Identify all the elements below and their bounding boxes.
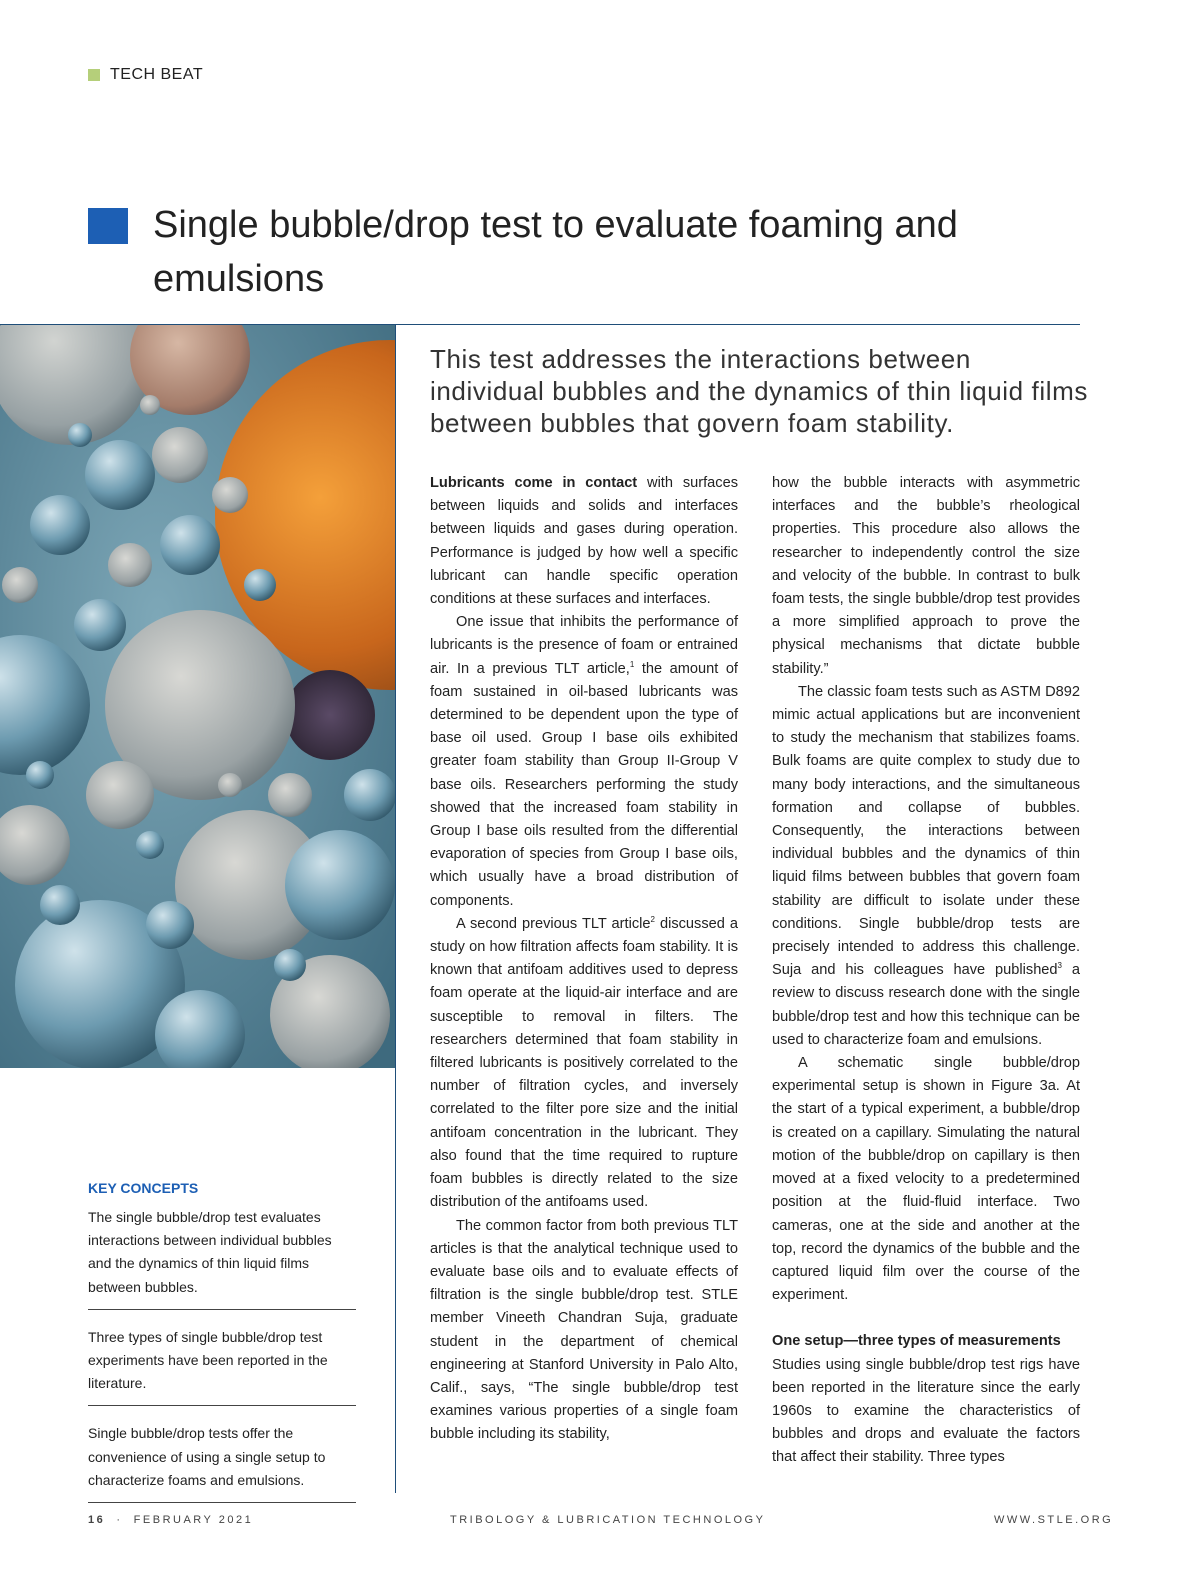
footer-separator: · (116, 1514, 123, 1526)
paragraph-text: discussed a study on how filtration affects foam stability. It is known that antifoam additives used to depress foam operate at the liquid-air interface and are susceptible to removal in filters. The researchers determined that foam stability in filtered lubricants is positively correlated to the number of filtration cycles, and inversely correlated to the filter pore size and the initial antifoam concentration in the lubricant. They also found that the time required to rupture foam bubbles is directly related to the size distribution of the antifoams used. (430, 915, 738, 1211)
key-concepts-box (88, 1180, 356, 1503)
paragraph: how the bubble interacts with asymmetric interfaces and the bubble’s rheological properties. This procedure also allows the researcher to independently control the size and velocity of the bubble. In contrast to bulk foam tests, the single bubble/drop test provides a more simplified approach to prove the physical mechanisms that dictate bubble stability.” (772, 475, 1080, 677)
body-column-2 (772, 472, 1080, 1470)
footnote-ref: 1 (629, 659, 635, 669)
paragraph (772, 681, 1080, 1052)
lead-in: Lubricants come in contact (430, 475, 638, 491)
footnote-ref: 2 (650, 915, 655, 924)
section-tag (88, 66, 203, 84)
key-concept-item: Single bubble/drop tests offer the convenience of using a single setup to characterize foams and emulsions. (88, 1422, 356, 1503)
paragraph-text: with surfaces between liquids and solids and interfaces between liquids and gases during operation. Performance is judged by how well a specific lubricant can handle specific operation conditions at these surfaces and interfaces. (430, 475, 738, 608)
paragraph-text: a review to discuss research done with the single bubble/drop test and how this technique can be used to characterize foam and emulsions. (772, 962, 1081, 1048)
subheading: One setup—three types of measurements (772, 1333, 1061, 1350)
paragraph-text: the amount of foam sustained in oil-based lubricants was determined to be dependent upon the type of base oil used. Group I base oils exhibited greater foam stability than Group II-Group V base oils. Researchers performing the study showed that the increased foam stability in Group I base oils resulted from the differential evaporation of species from Group I base oils, which usually have a broad distribution of components. (430, 660, 738, 909)
paragraph-text: The classic foam tests such as ASTM D892 mimic actual applications but are inconvenient to study the mechanism that stabilizes foams. Bulk foams are quite complex to study due to many body interactions, and the simultaneous formation and collapse of bubbles. Consequently, the interactions between individual bubbles and the dynamics of thin liquid films between bubbles that govern foam stability are difficult to isolate under these conditions. Single bubble/drop tests are precisely intended to address this challenge. Suja and his colleagues have published (772, 683, 1080, 979)
section-tag-label: TECH BEAT (110, 66, 204, 83)
paragraph: Studies using single bubble/drop test rigs have been reported in the literature since the early 1960s to examine the characteristics of bubbles and drops and evaluate the factors that affect their stability. Three types (772, 1356, 1080, 1466)
footnote-ref: 3 (1057, 961, 1062, 971)
article-deck: This test addresses the interactions between individual bubbles and the dynamics of thin liquid films between bubbles that govern foam stability. (430, 344, 1088, 438)
paragraph-text: A second previous TLT article (456, 915, 651, 932)
paragraph: The common factor from both previous TLT articles is that the analytical technique used to evaluate base oils and to evaluate effects of filtration is the single bubble/drop test. STLE member Vineeth Chandran Suja, graduate student in the department of chemical engineering at Stanford University in Palo Alto, Calif., says, “The single bubble/drop test examines various properties of a single foam bubble including its stability, (430, 1217, 738, 1443)
title-accent-square (88, 208, 128, 244)
column-divider (395, 325, 396, 1493)
paragraph-text: One issue that inhibits the performance of lubricants is the presence of foam or entrained air. In a previous TLT article, (430, 614, 738, 677)
article-title: Single bubble/drop test to evaluate foaming and emulsions (153, 204, 958, 300)
issue-date: FEBRUARY 2021 (133, 1514, 254, 1526)
page-number: 16 (88, 1514, 106, 1526)
footer-magazine: TRIBOLOGY & LUBRICATION TECHNOLOGY (450, 1514, 766, 1526)
key-concept-item: Three types of single bubble/drop test experiments have been reported in the literature. (88, 1326, 356, 1407)
paragraph (430, 611, 738, 913)
paragraph (430, 472, 738, 611)
key-concept-item: The single bubble/drop test evaluates interactions between individual bubbles and the dynamics of thin liquid films between bubbles. (88, 1206, 356, 1310)
bubbles-photo (0, 325, 395, 1068)
paragraph (430, 913, 738, 1215)
footer-issue (88, 1514, 253, 1526)
footer-website: WWW.STLE.ORG (994, 1514, 1114, 1526)
section-tag-square (88, 69, 100, 81)
body-column-1 (430, 472, 738, 1447)
key-concepts-heading: KEY CONCEPTS (88, 1180, 199, 1196)
paragraph: A schematic single bubble/drop experimental setup is shown in Figure 3a. At the start of a typical experiment, a bubble/drop is created on a capillary. Simulating the natural motion of the bubble/drop on capillary is then moved at a fixed velocity to a predetermined position at the fluid-fluid interface. Two cameras, one at the side and another at the top, record the dynamics of the bubble and the captured liquid film over the course of the experiment. (772, 1055, 1080, 1304)
